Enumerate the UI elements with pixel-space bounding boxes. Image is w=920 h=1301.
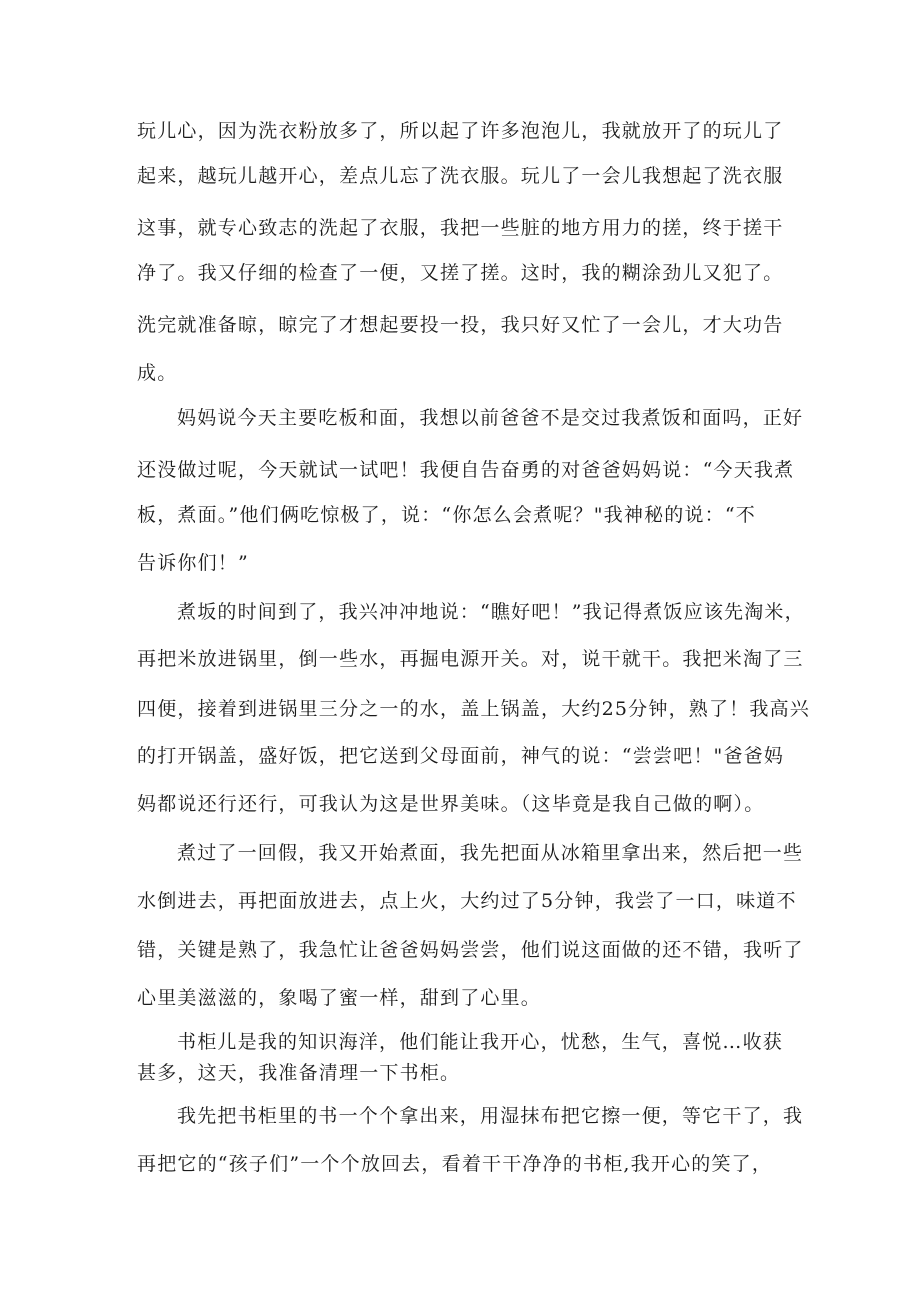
text-line: 妈妈说今天主要吃板和面，我想以前爸爸不是交过我煮饭和面吗，正好 — [177, 407, 804, 429]
text-line: 告诉你们！” — [137, 552, 249, 574]
text-line: 这事，就专心致志的洗起了衣服，我把一些脏的地方用力的搓，终于搓干 — [137, 217, 784, 239]
text-line: 煮坂的时间到了，我兴冲冲地说：“瞧好吧！”我记得煮饭应该先淘米， — [177, 601, 805, 623]
text-line: 成。 — [137, 362, 178, 384]
text-line: 玩儿心，因为洗衣粉放多了，所以起了许多泡泡儿，我就放开了的玩儿了 — [137, 120, 784, 142]
text-line: 妈都说还行还行，可我认为这是世界美味。（这毕竟是我自己做的啊）。 — [137, 793, 765, 815]
text-line: 净了。我又仔细的检查了一便，又搓了搓。这时，我的糊涂劲儿又犯了。 — [137, 262, 784, 284]
text-line: 水倒进去，再把面放进去，点上火，大约过了5分钟，我尝了一口，味道不 — [137, 890, 797, 912]
text-line: 错，关键是熟了，我急忙让爸爸妈妈尝尝，他们说这面做的还不错，我听了 — [137, 939, 804, 961]
text-line: 的打开锅盖，盛好饭，把它送到父母面前，神气的说：“尝尝吧！"爸爸妈 — [137, 745, 785, 767]
text-line: 还没做过呢，今天就试一试吧！我便自告奋勇的对爸爸妈妈说：“今天我煮 — [137, 459, 795, 481]
text-line: 心里美滋滋的，象喝了蜜一样，甜到了心里。 — [137, 987, 542, 1009]
text-line: 再把米放进锅里，倒一些水，再掘电源开关。对，说干就干。我把米淘了三 — [137, 648, 804, 670]
text-line: 再把它的“孩子们”一个个放回去，看着干干净净的书柜,我开心的笑了， — [137, 1153, 773, 1175]
text-line: 起来，越玩儿越开心，差点儿忘了洗衣服。玩儿了一会儿我想起了洗衣服 — [137, 165, 784, 187]
text-line: 板，煮面。”他们俩吃惊极了，说：“你怎么会煮呢？"我神秘的说：“不 — [137, 504, 756, 526]
text-line: 甚多，这天，我准备清理一下书柜。 — [137, 1062, 461, 1084]
text-line: 洗完就准备晾，晾完了才想起要投一投，我只好又忙了一会儿，才大功告 — [137, 314, 784, 336]
text-line: 书柜儿是我的知识海洋，他们能让我开心，忧愁，生气，喜悦…收获 — [177, 1031, 784, 1053]
text-line: 我先把书柜里的书一个个拿出来，用湿抹布把它擦一便，等它干了，我 — [177, 1105, 804, 1127]
text-line: 四便，接着到进锅里三分之一的水，盖上锅盖，大约25分钟，熟了！我高兴 — [137, 698, 810, 720]
text-line: 煮过了一回假，我又开始煮面，我先把面从冰箱里拿出来，然后把一些 — [177, 842, 804, 864]
